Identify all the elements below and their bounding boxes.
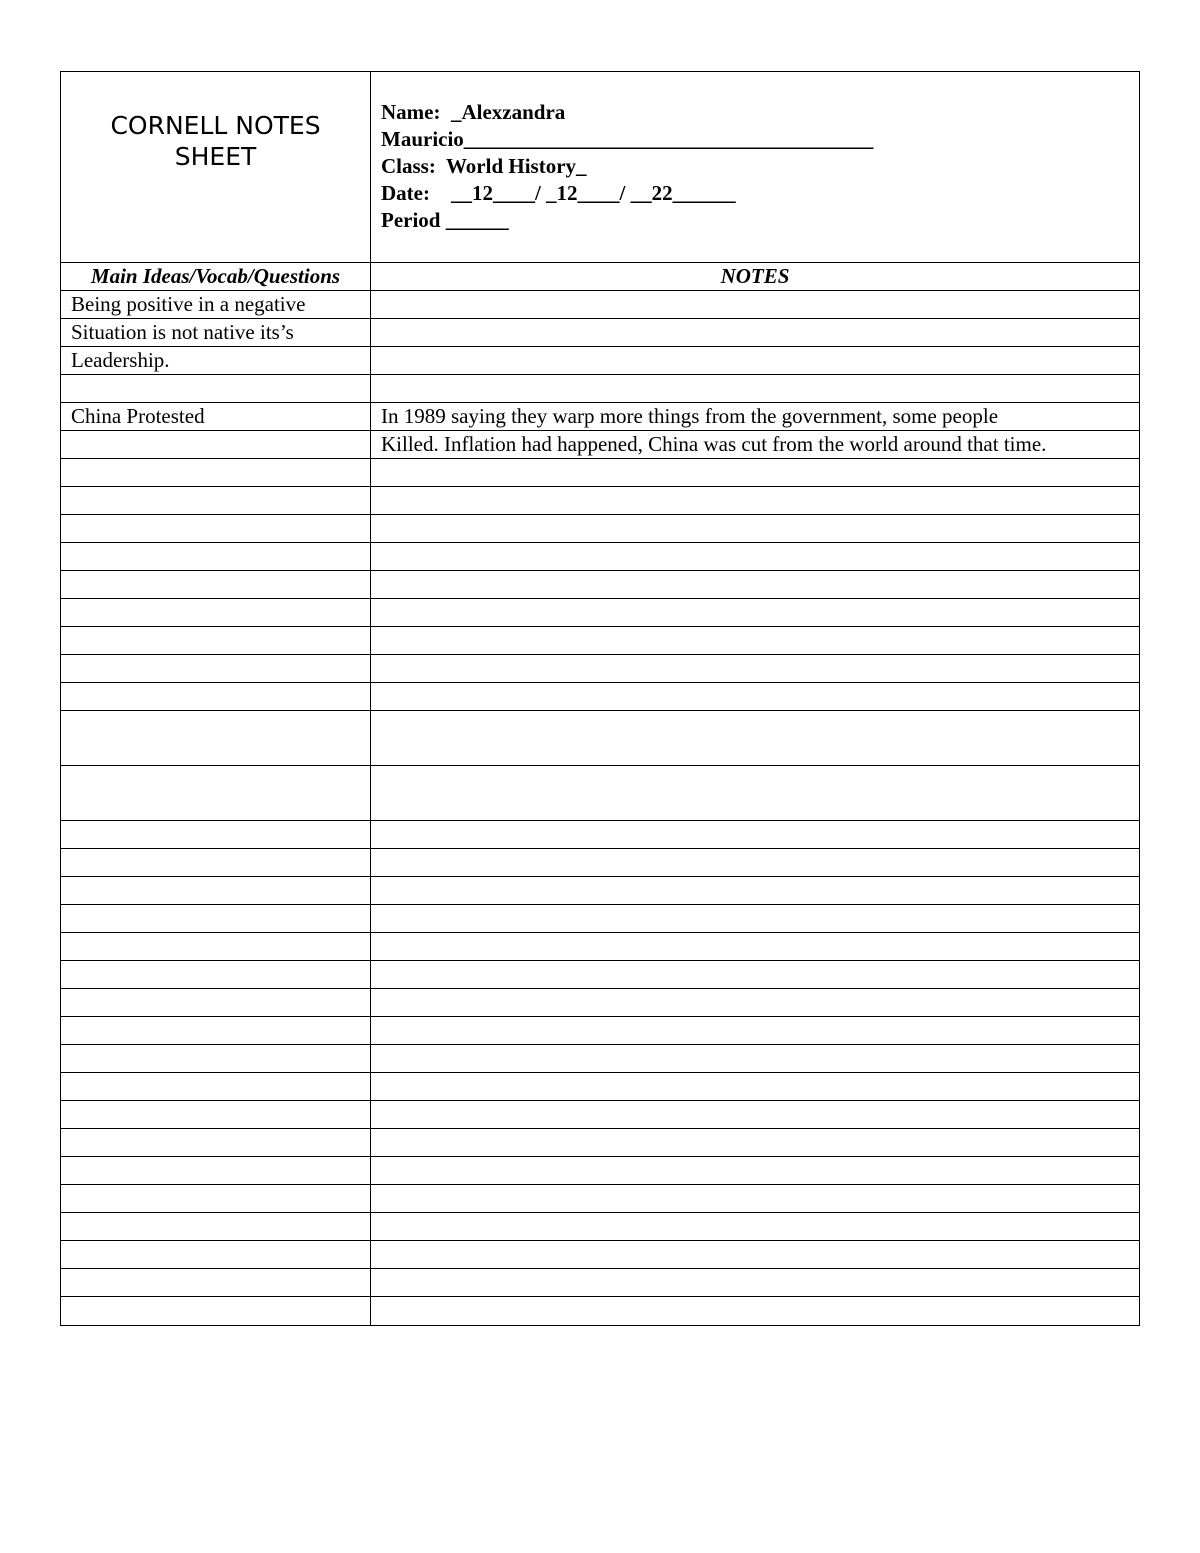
table-row xyxy=(61,319,1139,347)
table-row xyxy=(61,1213,1139,1241)
main-idea-cell xyxy=(61,1017,371,1044)
class-field: Class: World History_ xyxy=(381,154,587,178)
main-idea-cell xyxy=(61,1241,371,1268)
main-idea-cell xyxy=(61,1129,371,1156)
table-row xyxy=(61,599,1139,627)
main-idea-cell xyxy=(61,375,371,402)
main-idea-cell xyxy=(61,571,371,598)
main-idea-cell xyxy=(61,543,371,570)
notes-cell xyxy=(371,1045,1139,1072)
main-idea-cell xyxy=(61,933,371,960)
table-row xyxy=(61,655,1139,683)
notes-cell xyxy=(371,515,1139,542)
notes-cell xyxy=(371,989,1139,1016)
table-row xyxy=(61,877,1139,905)
table-row xyxy=(61,766,1139,821)
table-row xyxy=(61,1185,1139,1213)
table-row xyxy=(61,1241,1139,1269)
table-row xyxy=(61,1101,1139,1129)
main-idea-cell xyxy=(61,599,371,626)
table-row xyxy=(61,1297,1139,1325)
student-info xyxy=(371,72,1139,262)
notes-rows xyxy=(61,291,1139,1325)
notes-cell xyxy=(371,487,1139,514)
notes-column-header: NOTES xyxy=(720,264,790,288)
table-row xyxy=(61,543,1139,571)
main-idea-cell xyxy=(61,1185,371,1212)
main-idea-cell xyxy=(61,431,371,458)
table-row xyxy=(61,1269,1139,1297)
main-idea-cell xyxy=(61,821,371,848)
notes-cell xyxy=(371,459,1139,486)
main-idea-cell xyxy=(61,1101,371,1128)
notes-cell xyxy=(371,1213,1139,1240)
table-row xyxy=(61,1045,1139,1073)
main-idea-cell xyxy=(61,961,371,988)
main-idea-cell xyxy=(61,627,371,654)
notes-cell xyxy=(371,1017,1139,1044)
table-row xyxy=(61,1129,1139,1157)
main-idea-cell xyxy=(61,1297,371,1325)
notes-cell xyxy=(371,1101,1139,1128)
column-header-row xyxy=(61,263,1139,291)
notes-cell xyxy=(371,766,1139,820)
notes-cell xyxy=(371,319,1139,346)
table-row xyxy=(61,403,1139,431)
main-ideas-column-header: Main Ideas/Vocab/Questions xyxy=(61,263,371,290)
table-row xyxy=(61,961,1139,989)
main-idea-cell: China Protested xyxy=(61,403,371,430)
notes-cell xyxy=(371,1269,1139,1296)
notes-cell xyxy=(371,1157,1139,1184)
name-field: Name: _Alexzandra xyxy=(381,100,566,124)
notes-cell xyxy=(371,375,1139,402)
notes-cell xyxy=(371,599,1139,626)
table-row xyxy=(61,989,1139,1017)
notes-cell xyxy=(371,1297,1139,1325)
table-row xyxy=(61,571,1139,599)
table-row xyxy=(61,1157,1139,1185)
table-row xyxy=(61,347,1139,375)
main-idea-cell xyxy=(61,487,371,514)
main-idea-cell xyxy=(61,711,371,765)
main-idea-cell xyxy=(61,849,371,876)
table-row xyxy=(61,431,1139,459)
notes-cell xyxy=(371,655,1139,682)
table-row xyxy=(61,905,1139,933)
notes-cell xyxy=(371,1241,1139,1268)
notes-cell: In 1989 saying they warp more things from the government, some people xyxy=(381,404,999,428)
sheet-title-line-1: CORNELL NOTES xyxy=(110,111,321,140)
notes-cell: Killed. Inflation had happened, China was cut from the world around that time. xyxy=(381,432,1047,456)
notes-cell xyxy=(371,683,1139,710)
table-row xyxy=(61,821,1139,849)
table-row xyxy=(61,1073,1139,1101)
table-row xyxy=(61,515,1139,543)
main-idea-cell xyxy=(61,1157,371,1184)
notes-cell xyxy=(371,1129,1139,1156)
main-idea-cell: Leadership. xyxy=(61,347,371,374)
notes-cell xyxy=(371,961,1139,988)
main-idea-cell xyxy=(61,459,371,486)
notes-cell xyxy=(371,627,1139,654)
table-row xyxy=(61,711,1139,766)
notes-cell xyxy=(371,571,1139,598)
main-idea-cell xyxy=(61,1073,371,1100)
notes-cell xyxy=(371,347,1139,374)
main-idea-cell xyxy=(61,515,371,542)
main-idea-cell: Situation is not native its’s xyxy=(61,319,371,346)
period-field: Period ______ xyxy=(381,208,509,232)
table-row xyxy=(61,487,1139,515)
notes-cell xyxy=(371,905,1139,932)
main-idea-cell xyxy=(61,766,371,820)
table-row xyxy=(61,849,1139,877)
notes-cell xyxy=(371,821,1139,848)
notes-cell xyxy=(371,933,1139,960)
main-idea-cell xyxy=(61,905,371,932)
cornell-notes-sheet xyxy=(60,71,1140,1326)
main-idea-cell xyxy=(61,683,371,710)
main-idea-cell: Being positive in a negative xyxy=(61,291,371,318)
notes-cell xyxy=(371,711,1139,765)
table-row xyxy=(61,459,1139,487)
sheet-title xyxy=(61,72,371,262)
notes-cell xyxy=(371,877,1139,904)
table-row xyxy=(61,375,1139,403)
main-idea-cell xyxy=(61,655,371,682)
table-row xyxy=(61,933,1139,961)
table-row xyxy=(61,627,1139,655)
main-idea-cell xyxy=(61,1269,371,1296)
notes-cell xyxy=(371,849,1139,876)
notes-cell xyxy=(371,1185,1139,1212)
notes-cell xyxy=(371,291,1139,318)
notes-cell xyxy=(371,543,1139,570)
table-row xyxy=(61,1017,1139,1045)
main-idea-cell xyxy=(61,989,371,1016)
table-row xyxy=(61,683,1139,711)
table-row xyxy=(61,291,1139,319)
main-idea-cell xyxy=(61,1045,371,1072)
name-field-continued: Mauricio_______________________________________ xyxy=(381,127,874,151)
date-field: Date: __12____/ _12____/ __22______ xyxy=(381,181,736,205)
sheet-title-line-2: SHEET xyxy=(174,142,257,171)
main-idea-cell xyxy=(61,1213,371,1240)
main-idea-cell xyxy=(61,877,371,904)
notes-cell xyxy=(371,1073,1139,1100)
sheet-header xyxy=(61,72,1139,263)
